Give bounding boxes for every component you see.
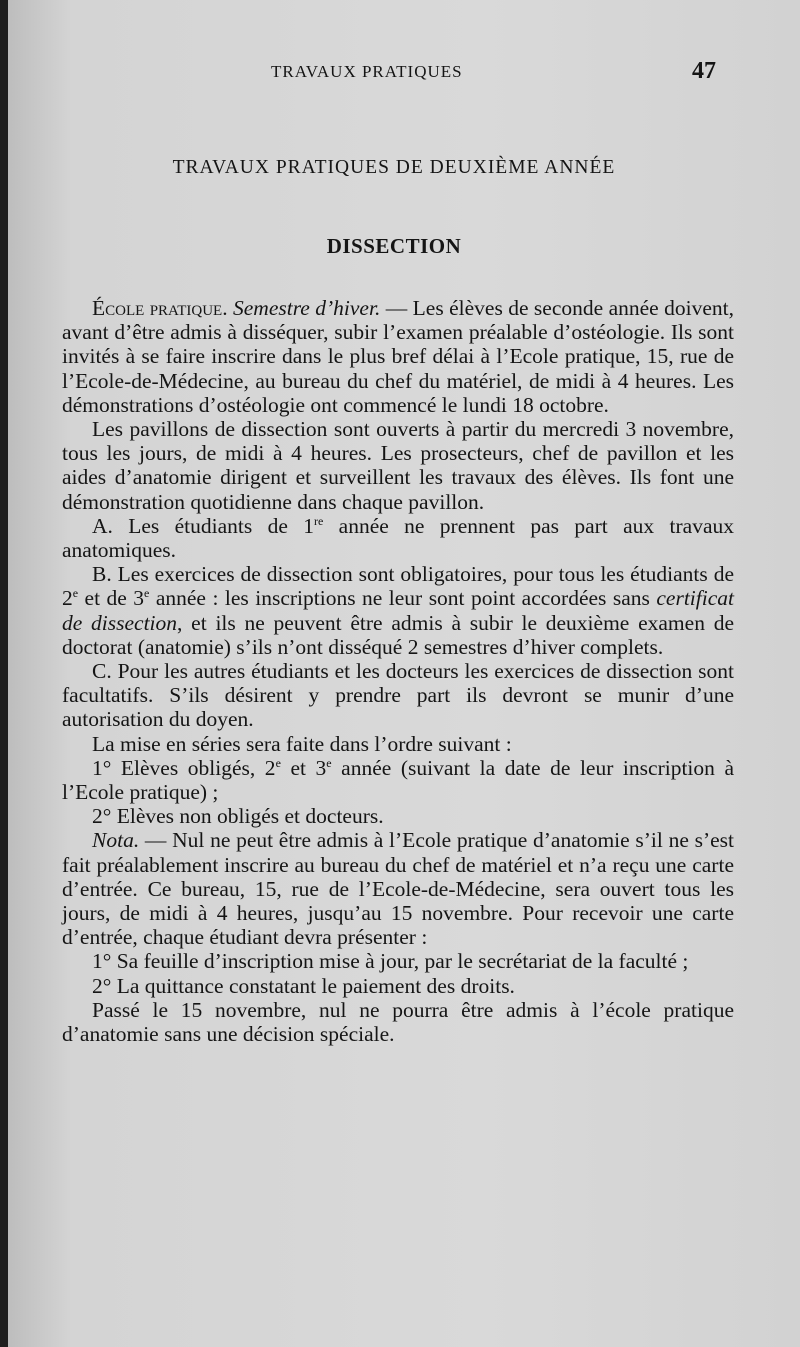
list-item-2: 2° Elèves non obligés et docteurs. [92,804,384,829]
text-segment: et 3 [280,755,327,780]
paragraph-text: — Les élèves de seconde année doivent, avant d’être admis à disséquer, subir l’examen préalable d’ostéologie. Ils sont invités à se faire inscrire dans le plus bref délai à l’Ecole pratique, 15, rue de l’Ecole-de-Médecine, au bureau du chef du matériel, de midi à 4 heures. Les démonstrations d’ostéologie ont commencé le lundi 18 octobre. [62,296,734,417]
superscript: re [314,513,324,528]
text-segment: B. Les exercices de dissection sont obligatoires, pour tous les étudiants de 2 [62,562,734,611]
requirement-2: 2° La quittance constatant le paiement des droits. [92,973,515,998]
running-title: TRAVAUX PRATIQUES [271,62,463,81]
paragraph-b [62,562,734,659]
italic-term: certificat de dissection [62,586,734,635]
list-item-1 [62,756,734,804]
lead-italic: Semestre d’hiver. [233,296,381,320]
superscript: e [144,586,150,601]
text-segment: 1° Elèves obligés, 2 [92,755,276,780]
chapter-title: TRAVAUX PRATIQUES DE DEUXIÈME ANNÉE [172,157,616,178]
body-text [62,296,734,1046]
text-segment: — Nul ne peut être admis à l’Ecole pratique d’anatomie s’il ne s’est fait préalablement inscrire au bureau du chef de matériel et n’a reçu une carte d’entrée. Ce bureau, 15, rue de l’Ecole-de-Médecine, sera ouvert tous les jours, de midi à 4 heures, jusqu’au 15 novembre. Pour recevoir une carte d’entrée, chaque étudiant devra présenter : [62,828,734,950]
paragraph-nota [62,828,734,949]
page-number: 47 [692,58,716,84]
superscript: e [72,586,79,601]
text-segment: et de 3 [78,586,145,611]
lead-label: École pratique. [92,296,228,320]
paragraph-c: C. Pour les autres étudiants et les docteurs les exercices de dissection sont facultatifs. S’ils désirent y prendre part ils devront se munir d’une autorisation du doyen. [62,659,734,732]
italic-label: Nota. [92,828,140,853]
text-segment: A. Les étudiants de 1 [92,513,314,538]
paragraph-pavillons: Les pavillons de dissection sont ouverts à partir du mercredi 3 novembre, tous les jours, de midi à 4 heures. Les prosecteurs, chef de pavillon et les aides d’anatomie dirigent et surveillent les travaux des élèves. Ils font une démonstration quotidienne dans chaque pavillon. [62,417,734,514]
superscript: e [326,755,332,770]
paragraph-ecole-pratique [62,296,734,417]
text-segment: année ne prennent pas part aux travaux anatomiques. [62,513,734,563]
requirement-1: 1° Sa feuille d’inscription mise à jour, par le secrétariat de la faculté ; [92,949,689,974]
superscript: e [275,755,281,770]
text-segment: , et ils ne peuvent être admis à subir le deuxième examen de doctorat (anatomie) s’ils n’ont disséqué 2 semestres d’hiver complets. [62,610,734,659]
text-segment: année : les inscriptions ne leur sont point accordées sans [149,586,657,611]
paragraph-mise-en-series: La mise en séries sera faite dans l’ordre suivant : [92,731,512,756]
section-title: DISSECTION [326,234,462,258]
paragraph-a [62,514,734,562]
running-header [8,58,800,86]
text-segment: année (suivant la date de leur inscription à l’Ecole pratique) ; [62,755,734,805]
paragraph-closing: Passé le 15 novembre, nul ne pourra être admis à l’école pratique d’anatomie sans une décision spéciale. [62,997,734,1047]
book-page [8,0,800,1347]
